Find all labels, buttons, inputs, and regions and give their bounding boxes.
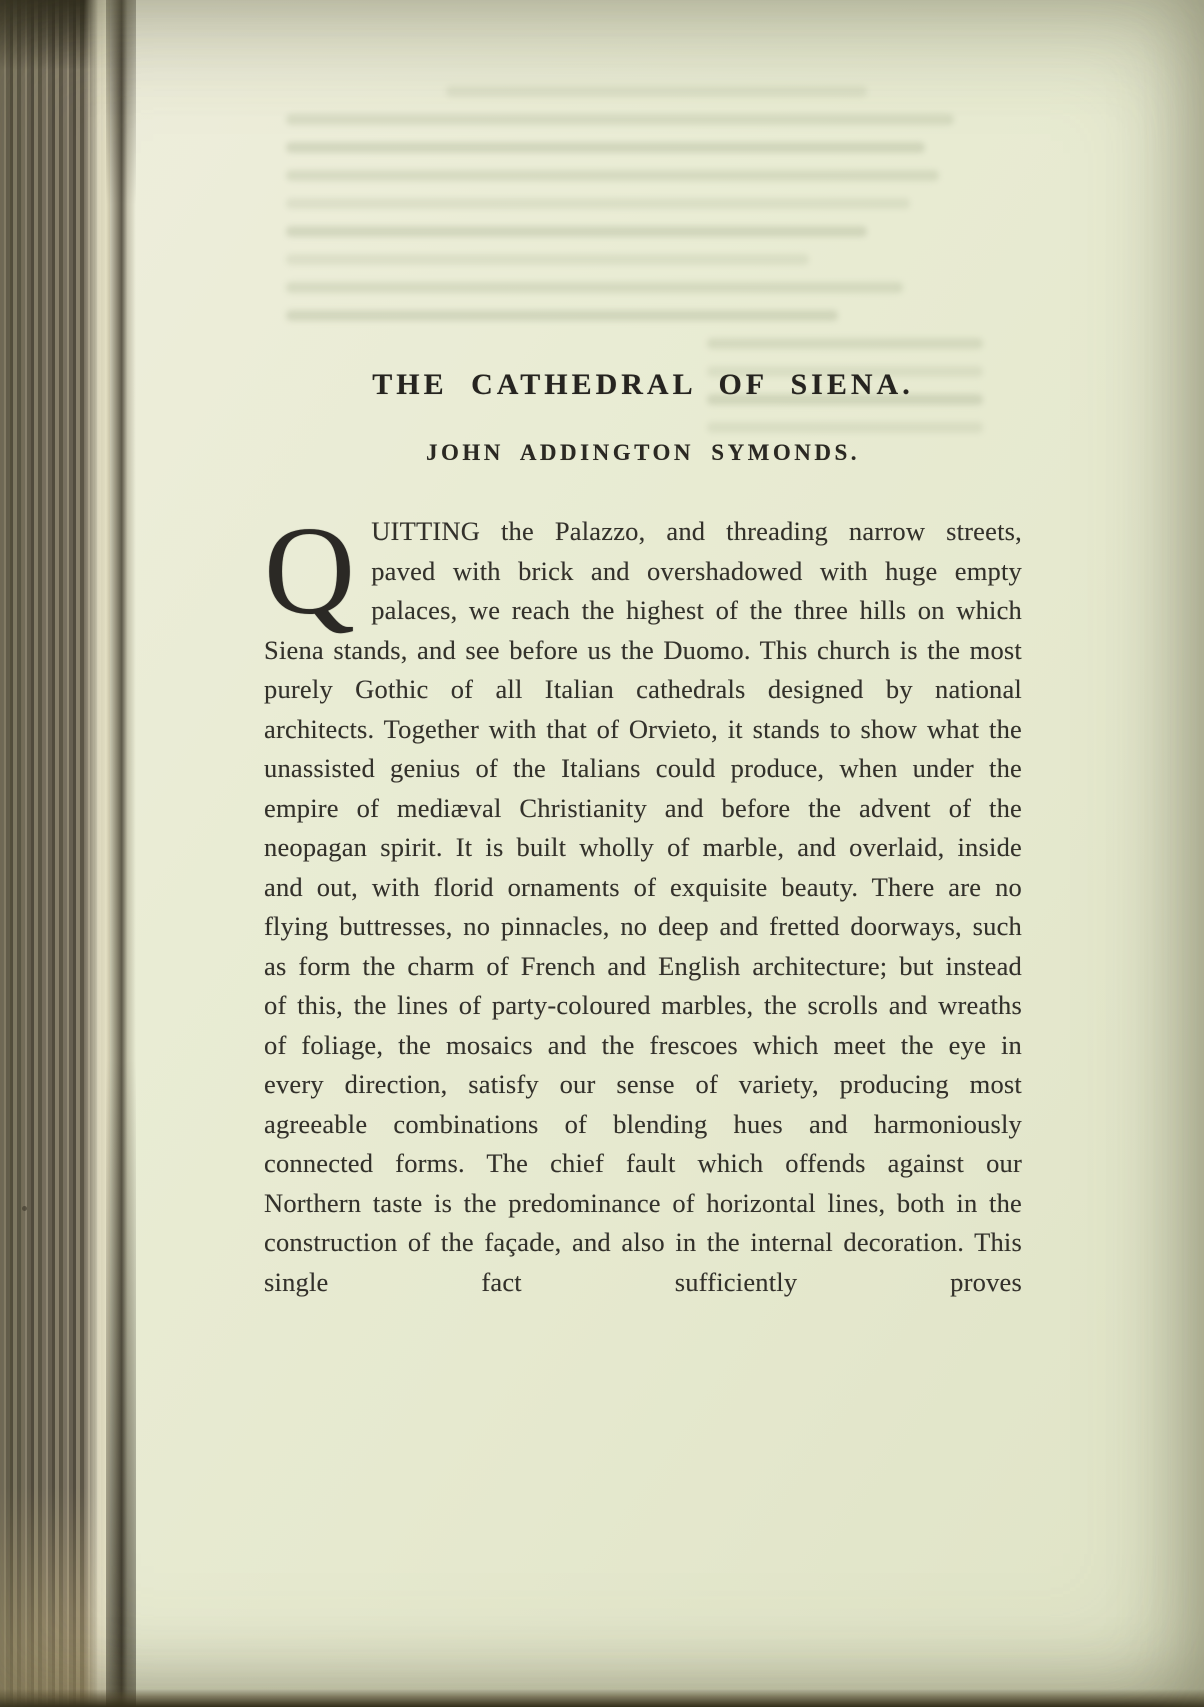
ink-speck: [22, 1206, 27, 1211]
paragraph-text: UITTING the Palazzo, and threading narrow streets, paved with brick and overshadowed with huge empty palaces, we reach the highest of the three hills on which Siena stands, and see before us the Duomo. This church is the most purely Gothic of all Italian cathedrals designed by national architects. Together with that of Orvieto, it stands to show what the unassisted genius of the Italians could produce, when under the empire of mediæval Christianity and before the advent of the neopagan spirit. It is built wholly of marble, and overlaid, inside and out, with florid ornaments of exquisite beauty. There are no flying buttresses, no pinnacles, no deep and fretted doorways, such as form the charm of French and English architecture; but instead of this, the lines of party-coloured marbles, the scrolls and wreaths of foliage, the mosaics and the frescoes which meet the eye in every direction, satisfy our sense of variety, producing most agreeable combinations of blending hues and harmoniously connected forms. The chief fault which offends against our Northern taste is the predominance of horizontal lines, both in the construction of the façade, and also in the internal decoration. This single fact sufficiently proves: [264, 516, 1022, 1297]
article-paragraph: [264, 502, 1022, 1302]
article-content: [264, 0, 1022, 1302]
binding-gutter: [106, 0, 136, 1707]
bottom-page-edge: [0, 1689, 1204, 1707]
article-author: JOHN ADDINGTON SYMONDS.: [425, 440, 861, 465]
drop-cap: Q: [264, 502, 356, 641]
article-title: THE CATHEDRAL OF SIENA.: [372, 368, 914, 401]
